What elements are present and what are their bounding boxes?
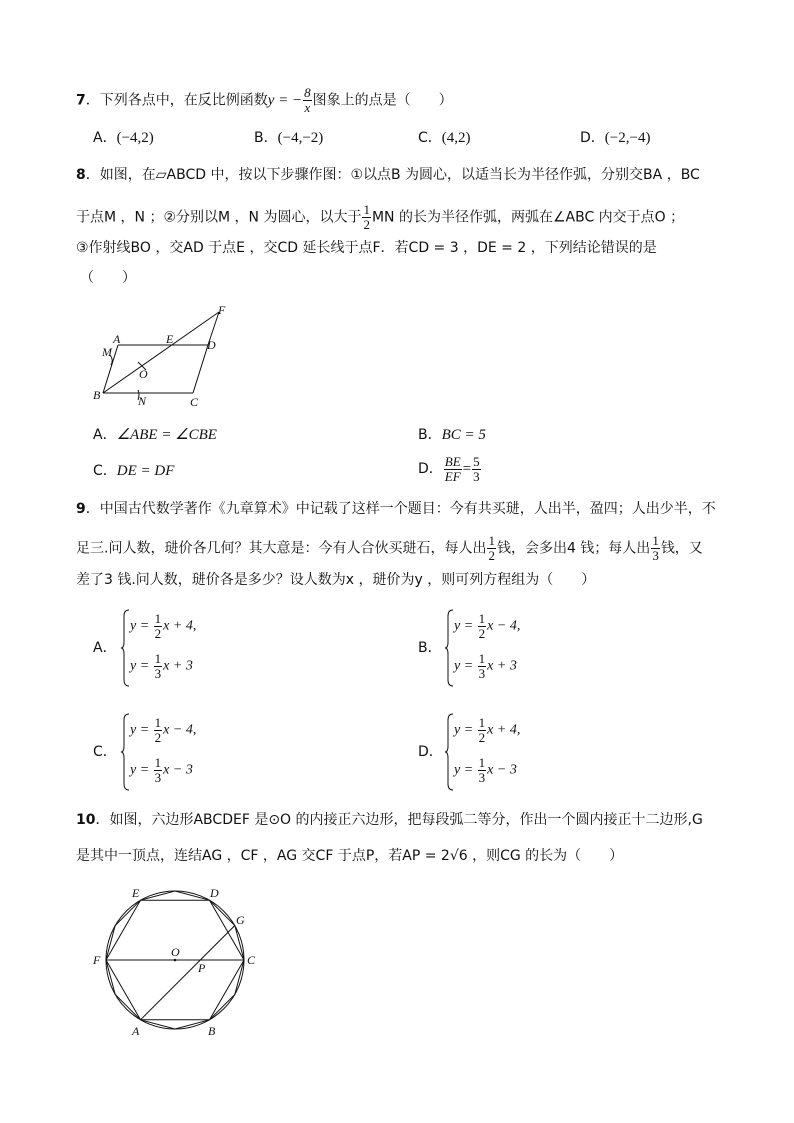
q7-option-d[interactable] (580, 128, 650, 148)
q9-option-d-label[interactable]: D． (418, 744, 443, 760)
q7-fraction (303, 86, 312, 115)
q8-option-b[interactable] (418, 425, 486, 445)
q9-option-a-brace (120, 608, 130, 688)
q9-option-b-brace (444, 608, 454, 688)
q8-option-a-label: A． (93, 427, 117, 443)
q8-line4: （ ） (80, 270, 136, 286)
q8-option-b-value: BC = 5 (441, 427, 486, 443)
q8-label-c: C (190, 395, 199, 409)
q9-option-c-eq2-pre: y = (130, 762, 153, 778)
q9-half-fraction (487, 534, 496, 563)
q9-option-b-eq1 (454, 612, 520, 641)
q8-option-a[interactable] (93, 425, 217, 445)
q8-option-c-value: DE = DF (116, 463, 175, 479)
q9-option-c-eq2-den: 3 (154, 770, 162, 785)
q9-option-a-eq2-post: x + 3 (163, 658, 193, 674)
q7-stem (76, 86, 453, 115)
q9-option-c-eq1-num: 1 (154, 715, 162, 730)
q7-func-left: y = − (267, 92, 303, 109)
q9-option-b-eq1-post: x − 4, (487, 618, 521, 634)
q8-option-d-eq: = (462, 461, 472, 477)
q7-option-d-value: (−2,−4) (604, 130, 651, 146)
q9-option-c-eq1-pre: y = (130, 722, 153, 738)
q7-option-a-value: (−4,2) (116, 130, 154, 146)
q8-option-c[interactable] (93, 461, 174, 481)
q10-label-a: A (132, 1024, 140, 1038)
q9-option-a-eq2-frac (154, 652, 163, 681)
q8-option-d[interactable] (418, 452, 482, 486)
q8-line3: ③作射线BO ，交AD 于点E ，交CD 延长线于点F．若CD = 3 ，DE = 2 ，下列结论错误的是 (76, 240, 657, 256)
q10-line1-text: ．如图，六边形ABCDEF 是⊙O 的内接正六边形，把每段弧二等分，作出一个圆内接正十二边形,G (95, 812, 703, 828)
q8-label-f: F (218, 303, 226, 317)
q9-option-a-label[interactable]: A． (93, 640, 117, 656)
q9-option-c-eq2 (130, 756, 193, 785)
q9-option-a-eq1-frac (154, 612, 163, 641)
q9-third-den: 3 (652, 548, 659, 563)
q8-label-a: A (113, 332, 121, 346)
q9-third-fraction (651, 534, 660, 563)
q7-option-c-value: (4,2) (441, 130, 471, 146)
q8-label-e: E (166, 332, 174, 346)
q9-option-a-eq1-den: 2 (154, 626, 162, 641)
q9-option-a-eq1-post: x + 4, (163, 618, 197, 634)
q8-half-num: 1 (363, 202, 370, 217)
q7-option-c-label: C． (418, 130, 442, 146)
q7-option-b-value: (−4,−2) (277, 130, 324, 146)
q10-number: 10 (76, 812, 96, 828)
q9-line2 (76, 534, 703, 563)
q8-half-fraction (362, 203, 371, 232)
q9-option-d-eq2-pre: y = (454, 762, 477, 778)
q8-option-d-rhs (472, 455, 481, 484)
q10-line2: 是其中一顶点，连结AG ，CF ，AG 交CF 于点P，若AP = 2√6 ，则CG 的长为（ ） (76, 848, 624, 864)
q8-option-d-lhs-num: BE (444, 453, 461, 469)
q8-ray-bf (103, 312, 219, 393)
q9-option-b-eq2-num: 1 (478, 651, 486, 666)
q8-number: 8 (76, 167, 86, 183)
q9-third-num: 1 (652, 533, 659, 548)
q10-label-o: O (171, 945, 180, 959)
q9-line2-a: 足三.问人数，琎价各几何？其大意是：今有人合伙买琎石，每人出 (76, 540, 487, 557)
q9-line3: 差了3 钱.问人数，琎价各是多少？设人数为x ，琎价为y ，则可列方程组为（ ） (76, 572, 596, 588)
q8-option-d-lhs (444, 455, 462, 484)
q10-line1 (76, 810, 703, 830)
q9-option-d-eq1-frac (478, 716, 487, 745)
q8-option-a-value: ∠ABE = ∠CBE (116, 427, 217, 443)
q10-label-c: C (247, 953, 256, 967)
q8-parallelogram-figure (88, 300, 238, 410)
q8-label-o: O (139, 367, 148, 381)
q8-option-d-rhs-den: 3 (473, 468, 480, 484)
q9-option-b-eq1-den: 2 (478, 626, 486, 641)
q9-half-num: 1 (488, 533, 495, 548)
q7-option-b-label: B． (254, 130, 278, 146)
q8-option-b-label: B． (418, 427, 442, 443)
q8-option-c-label: C． (93, 463, 117, 479)
q9-option-c-eq1-den: 2 (154, 730, 162, 745)
q9-option-c-eq2-num: 1 (154, 755, 162, 770)
q10-center-dot (174, 959, 177, 962)
q9-option-b-eq2-pre: y = (454, 658, 477, 674)
q9-option-d-eq1-pre: y = (454, 722, 477, 738)
q9-option-c-label[interactable]: C． (93, 744, 117, 760)
q9-option-b-eq2-frac (478, 652, 487, 681)
q9-option-c-eq1 (130, 716, 196, 745)
q7-option-a[interactable] (93, 128, 154, 148)
q9-option-c-brace (120, 712, 130, 792)
q9-option-a-eq2-pre: y = (130, 658, 153, 674)
q9-option-a-eq1-num: 1 (154, 611, 162, 626)
q9-option-d-eq1-post: x + 4, (487, 722, 521, 738)
q10-label-f: F (93, 953, 101, 967)
q9-option-a-eq2-num: 1 (154, 651, 162, 666)
q9-option-c-eq2-post: x − 3 (163, 762, 193, 778)
q9-option-b-label[interactable]: B． (418, 640, 442, 656)
q9-option-d-eq1-den: 2 (478, 730, 486, 745)
q10-label-b: B (208, 1024, 216, 1038)
q9-line2-c: 钱，又 (660, 540, 703, 557)
q8-option-d-lhs-den: EF (444, 468, 461, 484)
q8-label-m: M (102, 345, 112, 359)
q7-text-pre: ．下列各点中，在反比例函数 (85, 92, 268, 109)
q9-option-c-eq2-frac (154, 756, 163, 785)
q8-line1 (76, 165, 700, 185)
q9-option-d-eq1-num: 1 (478, 715, 486, 730)
q9-option-d-eq1 (454, 716, 520, 745)
q9-number: 9 (76, 501, 86, 517)
q9-option-b-eq2 (454, 652, 517, 681)
q9-option-b-eq1-num: 1 (478, 611, 486, 626)
q10-label-g: G (236, 913, 245, 927)
q9-option-c-eq1-post: x − 4, (163, 722, 197, 738)
q10-label-p: P (198, 961, 206, 975)
q8-line2 (76, 203, 684, 232)
q7-option-d-label: D． (580, 130, 605, 146)
q9-option-a-eq1 (130, 612, 196, 641)
q10-segment-ag (141, 926, 235, 1020)
q9-option-d-eq2-num: 1 (478, 755, 486, 770)
q8-option-d-label: D． (418, 461, 443, 477)
q10-label-d: D (210, 886, 219, 900)
q9-option-d-eq2-den: 3 (478, 770, 486, 785)
q8-segment-dc (193, 345, 208, 393)
q9-option-a-eq2 (130, 652, 193, 681)
q7-frac-num: 8 (304, 85, 311, 100)
q7-option-a-label: A． (93, 130, 117, 146)
q8-option-d-rhs-num: 5 (473, 453, 480, 469)
q9-option-a-eq2-den: 3 (154, 666, 162, 681)
q7-number: 7 (76, 92, 86, 109)
q8-label-b: B (93, 388, 101, 402)
q8-half-den: 2 (363, 217, 370, 232)
q7-option-b[interactable] (254, 128, 323, 148)
q10-circle-figure (88, 878, 268, 1038)
q9-option-d-brace (444, 712, 454, 792)
q9-option-b-eq2-post: x + 3 (487, 658, 517, 674)
q9-option-b-eq1-pre: y = (454, 618, 477, 634)
q9-line2-b: 钱，会多出4 钱；每人出 (496, 540, 651, 557)
q8-label-n: N (138, 394, 147, 408)
q9-option-b-eq2-den: 3 (478, 666, 486, 681)
q8-line1-text: ．如图，在▱ABCD 中，按以下步骤作图：①以点B 为圆心，以适当长为半径作弧，分别交BA ，BC (85, 167, 700, 183)
q7-text-post: 图象上的点是（ ） (312, 92, 453, 109)
q9-option-b-eq1-frac (478, 612, 487, 641)
q9-line1 (76, 499, 716, 519)
q10-label-e: E (132, 886, 140, 900)
q7-frac-den: x (304, 100, 311, 115)
q9-option-d-eq2-post: x − 3 (487, 762, 517, 778)
q7-option-c[interactable] (418, 128, 471, 148)
q9-option-a-eq1-pre: y = (130, 618, 153, 634)
q8-label-d: D (207, 338, 216, 352)
q9-option-d-eq2-frac (478, 756, 487, 785)
q9-half-den: 2 (488, 548, 495, 563)
q8-line2-a: 于点M ，N ；②分别以M ，N 为圆心，以大于 (76, 209, 362, 226)
q8-line2-b: MN 的长为半径作弧，两弧在∠ABC 内交于点O ； (371, 209, 685, 226)
q9-option-d-eq2 (454, 756, 517, 785)
q9-option-c-eq1-frac (154, 716, 163, 745)
q9-line1-text: ．中国古代数学著作《九章算术》中记载了这样一个题目：今有共买琎，人出半，盈四；人出少半，不 (85, 501, 716, 517)
